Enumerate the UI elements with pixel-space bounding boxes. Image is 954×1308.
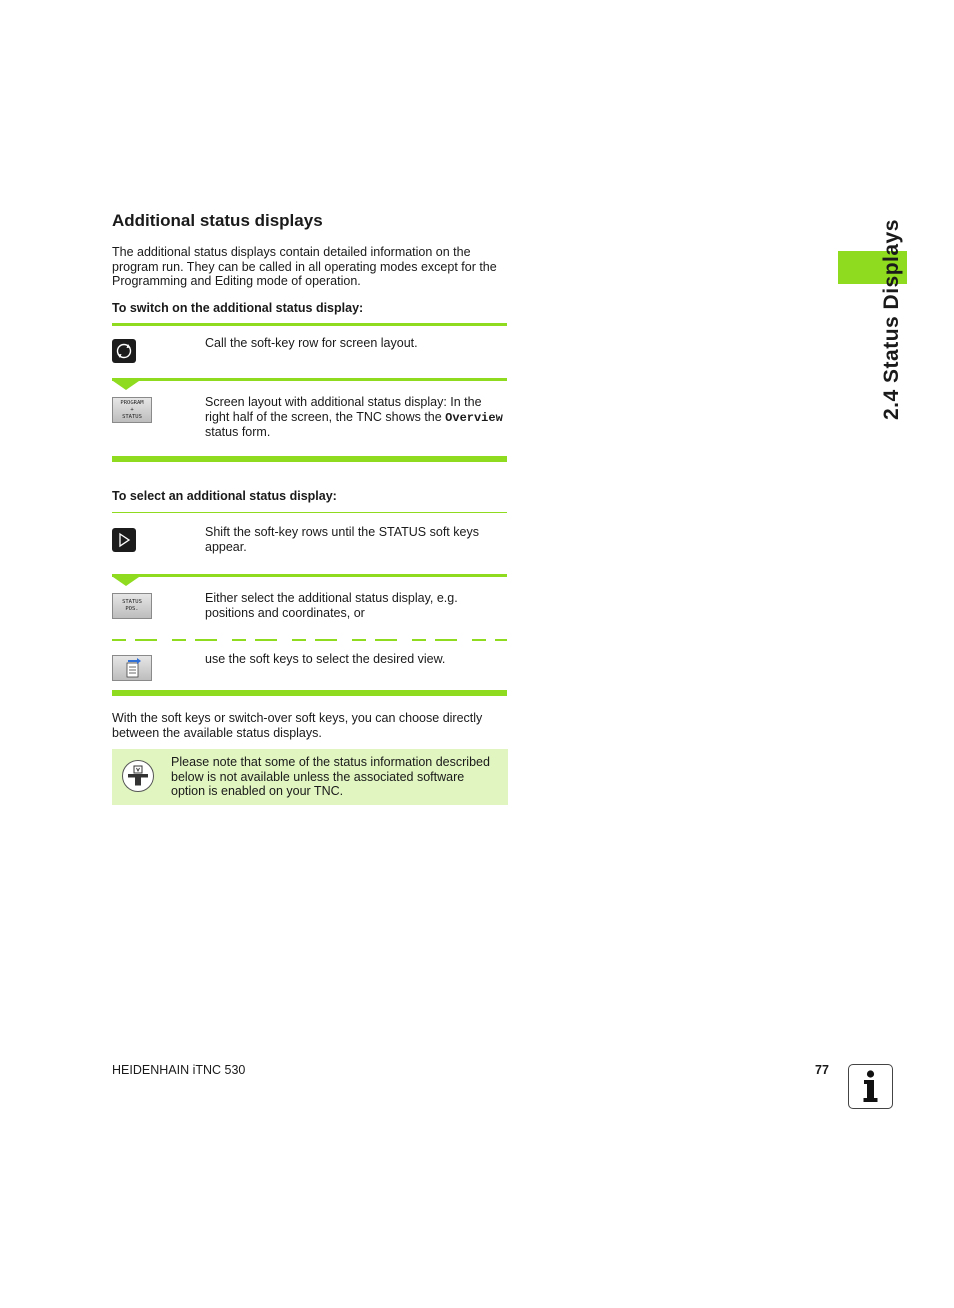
step-text-part: Screen layout with additional status display: In the right half of the screen, the TNC shows the [205, 395, 482, 424]
closing-paragraph: With the soft keys or switch-over soft keys, you can choose directly between the available status displays. [112, 711, 483, 740]
step-text: use the soft keys to select the desired view. [205, 652, 446, 666]
page-number: 77 [815, 1063, 829, 1077]
screen-layout-icon [114, 341, 134, 361]
softkey-label: POS. [125, 606, 139, 612]
divider [112, 574, 507, 577]
select-view-softkey[interactable] [112, 655, 152, 681]
status-pos-softkey[interactable] [112, 593, 152, 619]
note-icon [121, 759, 155, 793]
note-box [112, 749, 508, 805]
divider [112, 512, 507, 513]
divider [112, 690, 507, 696]
screen-layout-key[interactable] [112, 339, 136, 363]
step-text: Either select the additional status display, e.g. positions and coordinates, or [205, 591, 458, 620]
softkey-label: PROGRAM [120, 399, 144, 406]
section-heading: Additional status displays [112, 211, 323, 230]
step-arrow-icon [113, 381, 139, 390]
switch-on-title: To switch on the additional status display: [112, 301, 364, 315]
step-text: Call the soft-key row for screen layout. [205, 336, 418, 350]
intro-paragraph: The additional status displays contain detailed information on the program run. They can be called in all operating modes except for the Programming and Editing mode of operation. [112, 245, 497, 289]
footer-text: HEIDENHAIN iTNC 530 [112, 1063, 246, 1077]
divider [112, 323, 507, 326]
divider [112, 456, 507, 462]
softkey-label: STATUS [122, 413, 142, 420]
softkey-label: + [130, 406, 134, 413]
next-softkey-row-key[interactable] [112, 528, 136, 552]
dashed-divider [112, 639, 507, 641]
softkey-label: STATUS [122, 599, 142, 605]
chapter-title: 2.4 Status Displays [880, 219, 903, 420]
step-text [205, 395, 507, 440]
program-status-softkey[interactable] [112, 397, 152, 423]
code-term: Overview [445, 410, 503, 425]
step-arrow-icon [113, 577, 139, 586]
divider [112, 378, 507, 381]
info-icon [848, 1064, 893, 1109]
document-arrow-icon [119, 657, 145, 679]
select-title: To select an additional status display: [112, 489, 337, 503]
step-text-part: status form. [205, 425, 271, 440]
play-arrow-icon [116, 532, 132, 548]
step-text: Shift the soft-key rows until the STATUS soft keys appear. [205, 525, 479, 554]
note-text: Please note that some of the status information described below is not available unless the associated software option is enabled on your TNC. [171, 755, 490, 799]
